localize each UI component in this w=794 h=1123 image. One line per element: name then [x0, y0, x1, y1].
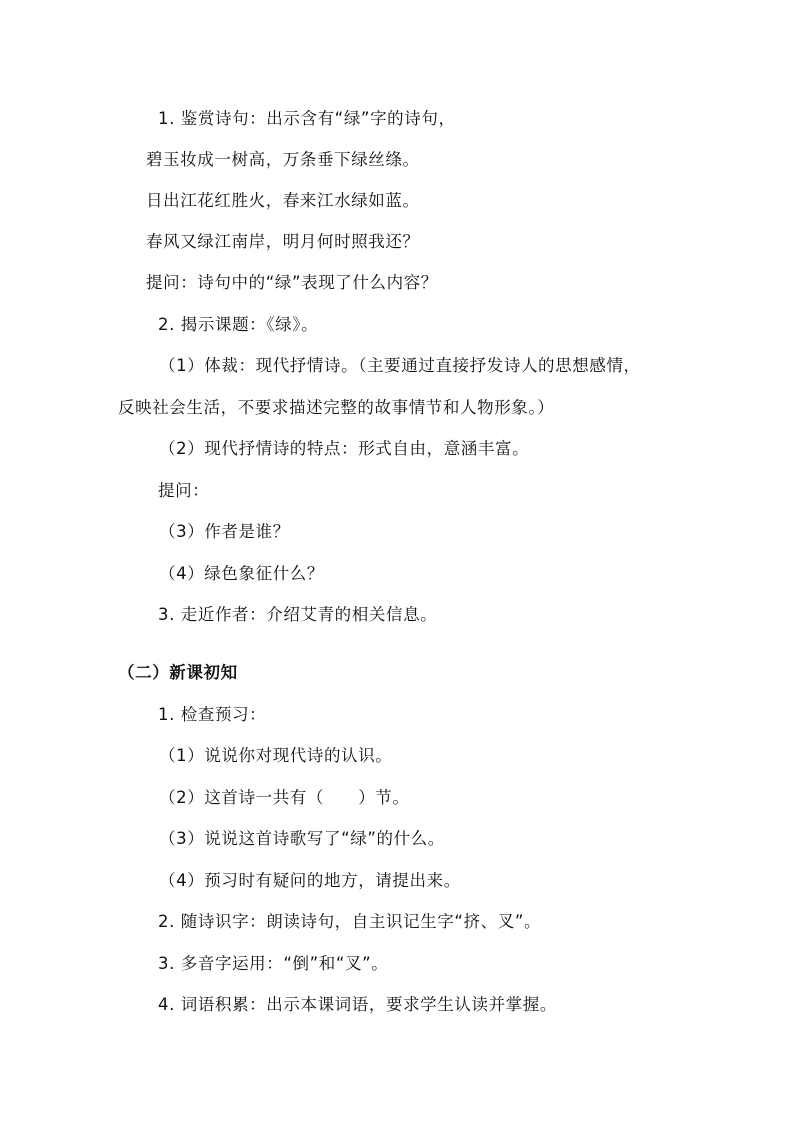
question-label: 提问： [158, 481, 210, 500]
item-approach-author: 3. 走近作者：介绍艾青的相关信息。 [158, 605, 438, 624]
preview-question-1: （1）说说你对现代诗的认识。 [159, 746, 393, 765]
question-author: （3）作者是谁？ [159, 522, 290, 541]
poem-line-1: 碧玉妆成一树高，万条垂下绿丝绦。 [146, 150, 420, 169]
item-character-recognition: 2. 随诗识字：朗读诗句，自主识记生字“挤、叉”。 [158, 912, 542, 931]
item-vocabulary: 4. 词语积累：出示本课词语，要求学生认读并掌握。 [158, 995, 557, 1014]
poem-line-2: 日出江花红胜火，春来江水绿如蓝。 [146, 191, 420, 210]
question-green-meaning: 提问：诗句中的“绿”表现了什么内容？ [146, 273, 438, 292]
preview-question-2: （2）这首诗一共有（ ）节。 [159, 788, 410, 807]
question-green-symbol: （4）绿色象征什么？ [159, 564, 324, 583]
item-appreciate-poems: 1. 鉴赏诗句：出示含有“绿”字的诗句， [158, 109, 456, 128]
preview-question-3: （3）说说这首诗歌写了“绿”的什么。 [159, 829, 445, 848]
item-polyphonic-characters: 3. 多音字运用：“倒”和“叉”。 [158, 954, 389, 973]
preview-question-4: （4）预习时有疑问的地方，请提出来。 [159, 871, 461, 890]
item-reveal-topic: 2. 揭示课题：《绿》。 [158, 315, 319, 334]
lyric-poetry-features: （2）现代抒情诗的特点：形式自由，意涵丰富。 [159, 439, 530, 458]
poem-line-3: 春风又绿江南岸，明月何时照我还？ [146, 232, 420, 251]
section-heading-new-lesson: （二）新课初知 [118, 663, 238, 682]
genre-description-continued: 反映社会生活，不要求描述完整的故事情节和人物形象。） [118, 398, 555, 417]
item-check-preview: 1. 检查预习： [158, 705, 267, 724]
genre-description: （1）体裁：现代抒情诗。（主要通过直接抒发诗人的思想感情， [159, 356, 641, 375]
